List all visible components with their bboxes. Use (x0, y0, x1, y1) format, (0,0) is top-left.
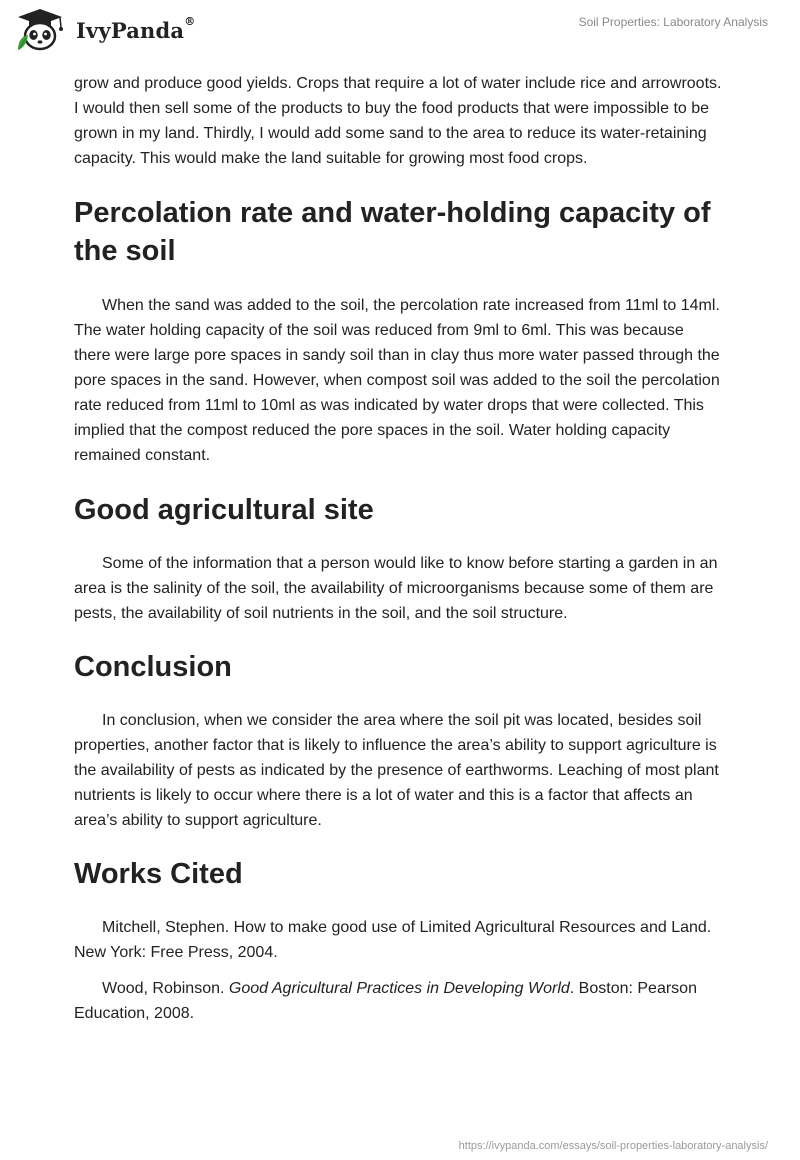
section-paragraph-agricultural-site: Some of the information that a person would like to know before starting a garden in an area is the salinity of the soil, the availability of microorganisms because some of them are pests, the availability of soil nutrients in the soil, and the soil structure. (74, 555, 718, 622)
citation-entry (74, 976, 724, 1026)
section-heading-percolation: Percolation rate and water-holding capacity of the soil (74, 197, 711, 267)
section-heading-conclusion: Conclusion (74, 651, 232, 683)
citation-entry: Mitchell, Stephen. How to make good use of Limited Agricultural Resources and Land. New York: Free Press, 2004. (74, 919, 712, 961)
registered-mark: ® (184, 14, 196, 28)
document-title: Soil Properties: Laboratory Analysis (578, 15, 768, 29)
citation-author: Wood, Robinson. (102, 980, 229, 997)
section-heading-agricultural-site: Good agricultural site (74, 494, 374, 526)
brand-name (76, 14, 196, 43)
source-url[interactable]: https://ivypanda.com/essays/soil-properties-laboratory-analysis/ (458, 1140, 768, 1152)
essay-body (74, 71, 724, 1026)
ivypanda-logo[interactable] (14, 8, 195, 52)
section-paragraph-conclusion: In conclusion, when we consider the area where the soil pit was located, besides soil properties, another factor that is likely to influence the area’s ability to support agriculture is the availability of pests as indicated by the presence of earthworms. Leaching of most plant nutrients is likely to occur where there is a lot of water and this is a factor that affects an area’s ability to support agriculture. (74, 712, 719, 829)
section-paragraph-percolation: When the sand was added to the soil, the percolation rate increased from 11ml to 14ml. The water holding capacity of the soil was reduced from 9ml to 6ml. This was because there were large pore spaces in sandy soil than in clay thus more water passed through the pore spaces in the sand. However, when compost soil was added to the soil the percolation rate reduced from 11ml to 10ml as was indicated by water drops that were collected. This implied that the compost reduced the pore spaces in the soil. Water holding capacity remained constant. (74, 297, 720, 464)
works-cited-heading: Works Cited (74, 858, 243, 890)
intro-paragraph: grow and produce good yields. Crops that require a lot of water include rice and arrowroots. I would then sell some of the products to buy the food products that were impossible to be grown in my land. Thirdly, I would add some sand to the area to reduce its water-retaining capacity. This would make the land suitable for growing most food crops. (74, 75, 722, 167)
citation-publisher: . Boston: Pearson Education, 2008. (74, 980, 697, 1022)
citation-title: Good Agricultural Practices in Developing World (228, 980, 570, 997)
page-header (0, 0, 800, 70)
brand-text: IvyPanda (76, 17, 185, 43)
panda-logo-icon (14, 8, 70, 52)
